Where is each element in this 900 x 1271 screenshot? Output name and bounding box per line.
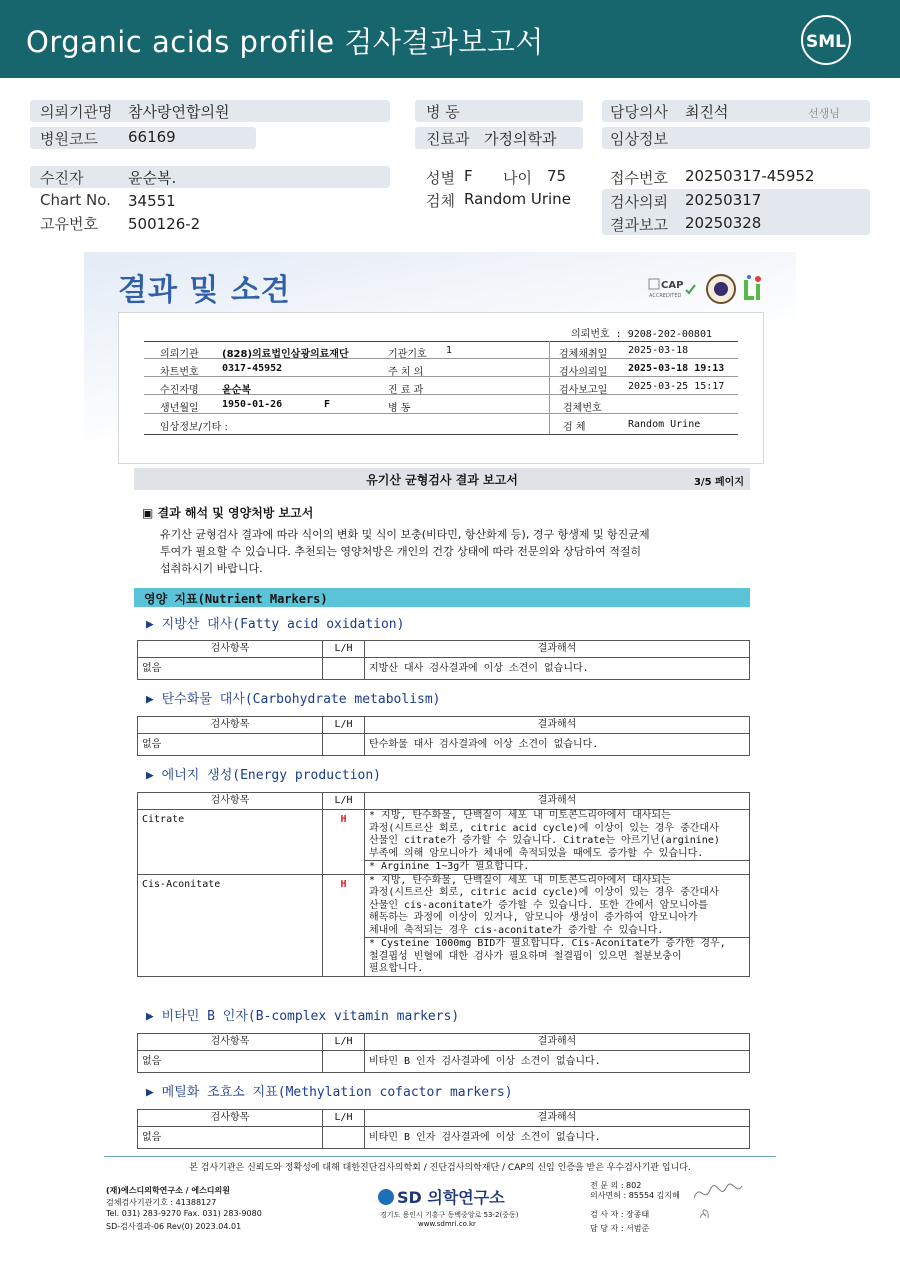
- section-header-bar: [134, 468, 750, 490]
- svg-text:SML: SML: [806, 32, 846, 52]
- age-value: 75: [547, 167, 567, 185]
- sd-logo-text: SD 의학연구소: [397, 1188, 505, 1207]
- flag-cell: [323, 1127, 365, 1149]
- fatty-acid-table: [137, 640, 750, 680]
- interp-line: 투여가 필요할 수 있습니다. 추천되는 영양처방은 개인의 건강 상태에 따라 전문의와 상담하여 적절히: [160, 545, 642, 558]
- patient-value: 윤순복.: [128, 169, 177, 187]
- specimen-label: 검체: [426, 192, 455, 210]
- sd-logo-icon: [378, 1189, 394, 1205]
- flag-cell-citrate: H: [323, 810, 365, 875]
- clinic-label: 임상정보/기타 :: [160, 422, 228, 433]
- specno-label: 검체번호: [563, 403, 602, 414]
- svg-text:CAP: CAP: [661, 280, 684, 291]
- col-interp-header: 결과해석: [365, 717, 750, 734]
- chart-value: 0317-45952: [222, 363, 283, 374]
- rep-label: 검사보고일: [559, 385, 608, 396]
- spec-value: Random Urine: [628, 419, 701, 430]
- footer-org: (재)에스디의학연구소 / 에스디의원: [106, 1186, 230, 1195]
- doctor-label: 담당의사: [610, 103, 668, 121]
- req-value: 2025-03-18 19:13: [628, 363, 725, 374]
- institution-value: 참사랑연합의원: [128, 103, 230, 121]
- page-indicator: 3/5 페이지: [693, 477, 744, 488]
- cap-accredited-logo: [648, 276, 700, 300]
- interp-line: 산물인 citrate가 증가할 수 있습니다. Citrate는 아르기닌(arginine): [369, 835, 720, 846]
- section-title: 유기산 균형검사 결과 보고서: [366, 473, 518, 487]
- col-lh-header: L/H: [323, 717, 365, 734]
- name-value: 윤순복: [222, 385, 251, 396]
- signature-icon: [690, 1178, 746, 1226]
- request-number: 의뢰번호 : 9208-202-00801: [571, 329, 712, 340]
- footer-note: 본 검사기관은 신뢰도와 정확성에 대해 대한진단검사의학회 / 진단검사의학재단 / CAP의 신임 인증을 받은 우수검사기관 입니다.: [189, 1163, 691, 1173]
- item-cell: 없음: [138, 1127, 323, 1149]
- interp-cell-cis-aconitate: [365, 874, 750, 938]
- item-cell-cis-aconitate: Cis-Aconitate: [138, 874, 323, 976]
- flag-cell-cis-aconitate: H: [323, 874, 365, 976]
- age-label: 나이: [503, 169, 532, 187]
- hospital-code-value: 66169: [128, 128, 176, 146]
- methylation-table: [137, 1109, 750, 1149]
- unique-no-label: 고유번호: [40, 215, 98, 233]
- table-row: [138, 1127, 750, 1149]
- col-lh-header: L/H: [323, 1110, 365, 1127]
- footer-staff-manager: 담 당 자 : 서범준: [590, 1224, 650, 1233]
- req-label: 검사의뢰일: [559, 367, 608, 378]
- report-date-value: 20250328: [685, 214, 762, 232]
- energy-heading: ▶ 에너지 생성(Energy production): [146, 768, 381, 783]
- flag-cell: [323, 734, 365, 756]
- svg-text:ACCREDITED: ACCREDITED: [649, 293, 682, 299]
- info-bar-patient: [30, 166, 390, 188]
- ward-row-label: 병 동: [388, 403, 411, 414]
- department-label: 진료과: [426, 130, 470, 148]
- rx-line: * Cysteine 1000mg BID가 필요합니다. Cis-Aconitate가 증가한 경우,: [369, 938, 726, 949]
- interp-title: ▣ 결과 해석 및 영양처방 보고서: [142, 506, 314, 520]
- info-line: [144, 341, 738, 342]
- interp-line: 과정(시트르산 회로, citric acid cycle)에 이상이 있는 경우 중간대사: [369, 887, 719, 898]
- vitamin-b-table: [137, 1033, 750, 1073]
- footer-staff-tester: 검 사 자 : 장종태: [590, 1210, 650, 1219]
- request-date-label: 검사의뢰: [610, 193, 668, 211]
- rx-line: * Arginine 1~3g가 필요합니다.: [369, 861, 530, 872]
- dept-label: 진 료 과: [388, 385, 424, 396]
- hospital-code-label: 병원코드: [40, 130, 98, 148]
- rx-line: 철결핍성 빈혈에 대한 검사가 필요하며 철결핍이 있으면 철분보충이: [369, 950, 682, 962]
- interp-cell: 탄수화물 대사 검사결과에 이상 소견이 없습니다.: [365, 734, 750, 756]
- col-item-header: 검사항목: [138, 1110, 323, 1127]
- col-interp-header: 결과해석: [365, 793, 750, 810]
- footer-divider: [104, 1156, 776, 1157]
- collect-label: 검체채취일: [559, 349, 608, 360]
- seal-icon: [706, 274, 736, 304]
- rx-cell-citrate: [365, 861, 750, 875]
- energy-table: [137, 792, 750, 977]
- item-cell: 없음: [138, 1051, 323, 1073]
- col-item-header: 검사항목: [138, 641, 323, 658]
- fatty-acid-heading: ▶ 지방산 대사(Fatty acid oxidation): [146, 617, 405, 632]
- item-cell: 없음: [138, 658, 323, 680]
- birth-value: 1950-01-26: [222, 399, 283, 410]
- ward-label: 병 동: [426, 103, 460, 121]
- report-date-label: 결과보고: [610, 216, 668, 234]
- methylation-heading: ▶ 메틸화 조효소 지표(Methylation cofactor markers): [146, 1085, 513, 1100]
- collect-value: 2025-03-18: [628, 345, 689, 356]
- table-row: [138, 658, 750, 680]
- report-title: Organic acids profile 검사결과보고서: [26, 25, 544, 59]
- interp-cell: 비타민 B 인자 검사결과에 이상 소견이 없습니다.: [365, 1127, 750, 1149]
- sml-logo-icon: [800, 14, 852, 66]
- col-lh-header: L/H: [323, 1034, 365, 1051]
- interp-line: 과정(시트르산 회로, citric acid cycle)에 이상이 있는 경우 중간대사: [369, 822, 719, 834]
- table-row: [138, 1051, 750, 1073]
- carb-heading: ▶ 탄수화물 대사(Carbohydrate metabolism): [146, 692, 441, 707]
- info-divider: [549, 341, 550, 434]
- receipt-value: 20250317-45952: [685, 167, 815, 185]
- info-line: [144, 413, 738, 414]
- birth-sex-value: F: [324, 399, 331, 410]
- results-title: 결과 및 소견: [118, 273, 291, 308]
- receipt-label: 접수번호: [610, 169, 668, 187]
- inst-label: 의뢰기관: [160, 349, 199, 360]
- rx-line: 필요합니다.: [369, 963, 424, 974]
- footer-code: 검체검사기관기호 : 41388127: [106, 1198, 217, 1207]
- code-value: 1: [446, 345, 453, 356]
- lti-logo-icon: [742, 274, 766, 302]
- info-line: [144, 376, 738, 377]
- unique-no-value: 500126-2: [128, 215, 201, 233]
- table-row: [138, 734, 750, 756]
- col-interp-header: 결과해석: [365, 641, 750, 658]
- col-item-header: 검사항목: [138, 717, 323, 734]
- interp-cell: 비타민 B 인자 검사결과에 이상 소견이 없습니다.: [365, 1051, 750, 1073]
- doctor-suffix: 선생님: [808, 107, 840, 120]
- col-interp-header: 결과해석: [365, 1110, 750, 1127]
- interp-line: * 지방, 탄수화물, 단백질이 세포 내 미토콘드리아에서 대사되는: [369, 810, 671, 821]
- col-lh-header: L/H: [323, 641, 365, 658]
- interp-line: * 지방, 탄수화물, 단백질이 세포 내 미토콘드리아에서 대사되는: [369, 874, 671, 886]
- chart-no-label: Chart No.: [40, 191, 111, 209]
- item-cell: 없음: [138, 734, 323, 756]
- nutrient-markers-bar: [134, 588, 750, 607]
- doctor-row-label: 주 치 의: [388, 367, 424, 378]
- rx-cell-cis-aconitate: [365, 938, 750, 977]
- footer-website: www.sdmri.co.kr: [418, 1220, 476, 1228]
- rep-value: 2025-03-25 15:17: [628, 381, 725, 392]
- interp-line: 체내에 축적되는 경우 cis-aconitate가 증가할 수 있습니다.: [369, 924, 664, 936]
- inst-value: (828)의료법인삼광의료재단: [222, 349, 349, 360]
- table-row: [138, 810, 750, 861]
- info-line: [144, 434, 738, 435]
- sex-value: F: [464, 167, 473, 185]
- sd-logo: [378, 1185, 505, 1208]
- col-lh-header: L/H: [323, 793, 365, 810]
- interp-line: 해독하는 과정에 이상이 있거나, 암모니아 생성이 증가하여 암모니아가: [369, 912, 698, 923]
- interp-line: 섭취하시기 바랍니다.: [160, 562, 263, 575]
- name-label: 수진자명: [160, 385, 199, 396]
- interp-line: 산물인 cis-aconitate가 증가할 수 있습니다. 또한 간에서 암모니아를: [369, 899, 708, 911]
- interp-cell: 지방산 대사 검사결과에 이상 소견이 없습니다.: [365, 658, 750, 680]
- interp-cell-citrate: [365, 810, 750, 861]
- department-value: 가정의학과: [484, 130, 557, 148]
- clinical-label: 임상정보: [610, 130, 668, 148]
- footer-staff-specialist: 전 문 의 : 802: [590, 1181, 642, 1190]
- code-label: 기관기호: [388, 349, 427, 360]
- top-banner: [0, 0, 900, 78]
- interp-line: 유기산 균형검사 결과에 따라 식이의 변화 및 식이 보충(비타민, 항산화제 등), 경구 항생제 및 항진균제: [160, 528, 650, 541]
- chart-label: 차트번호: [160, 367, 199, 378]
- institution-label: 의뢰기관명: [40, 103, 113, 121]
- carb-table: [137, 716, 750, 756]
- col-item-header: 검사항목: [138, 1034, 323, 1051]
- footer-form-id: SD-검사결과-06 Rev(0) 2023.04.01: [106, 1222, 242, 1231]
- footer-address: 경기도 용인시 기흥구 동백중앙로 53-2(중동): [380, 1211, 519, 1219]
- col-item-header: 검사항목: [138, 793, 323, 810]
- footer-phone: Tel. 031) 283-9270 Fax. 031) 283-9080: [106, 1209, 262, 1218]
- interp-line: 부족에 의해 암모니아가 체내에 축적되었을 때에도 증가할 수 있습니다.: [369, 847, 704, 859]
- request-date-value: 20250317: [685, 191, 762, 209]
- patient-label: 수진자: [40, 169, 84, 187]
- table-row: [138, 874, 750, 938]
- doctor-value: 최진석: [685, 103, 729, 121]
- nutrient-markers-title: 영양 지표(Nutrient Markers): [144, 592, 328, 606]
- col-interp-header: 결과해석: [365, 1034, 750, 1051]
- vitamin-b-heading: ▶ 비타민 B 인자(B-complex vitamin markers): [146, 1009, 460, 1024]
- flag-cell: [323, 1051, 365, 1073]
- specimen-value: Random Urine: [464, 190, 571, 208]
- birth-label: 생년월일: [160, 403, 199, 414]
- spec-label: 검 체: [563, 422, 586, 433]
- chart-no-value: 34551: [128, 192, 176, 210]
- flag-cell: [323, 658, 365, 680]
- footer-staff-license: 의사면허 : 85554 김지혜: [590, 1191, 680, 1200]
- item-cell-citrate: Citrate: [138, 810, 323, 875]
- sex-label: 성별: [426, 169, 455, 187]
